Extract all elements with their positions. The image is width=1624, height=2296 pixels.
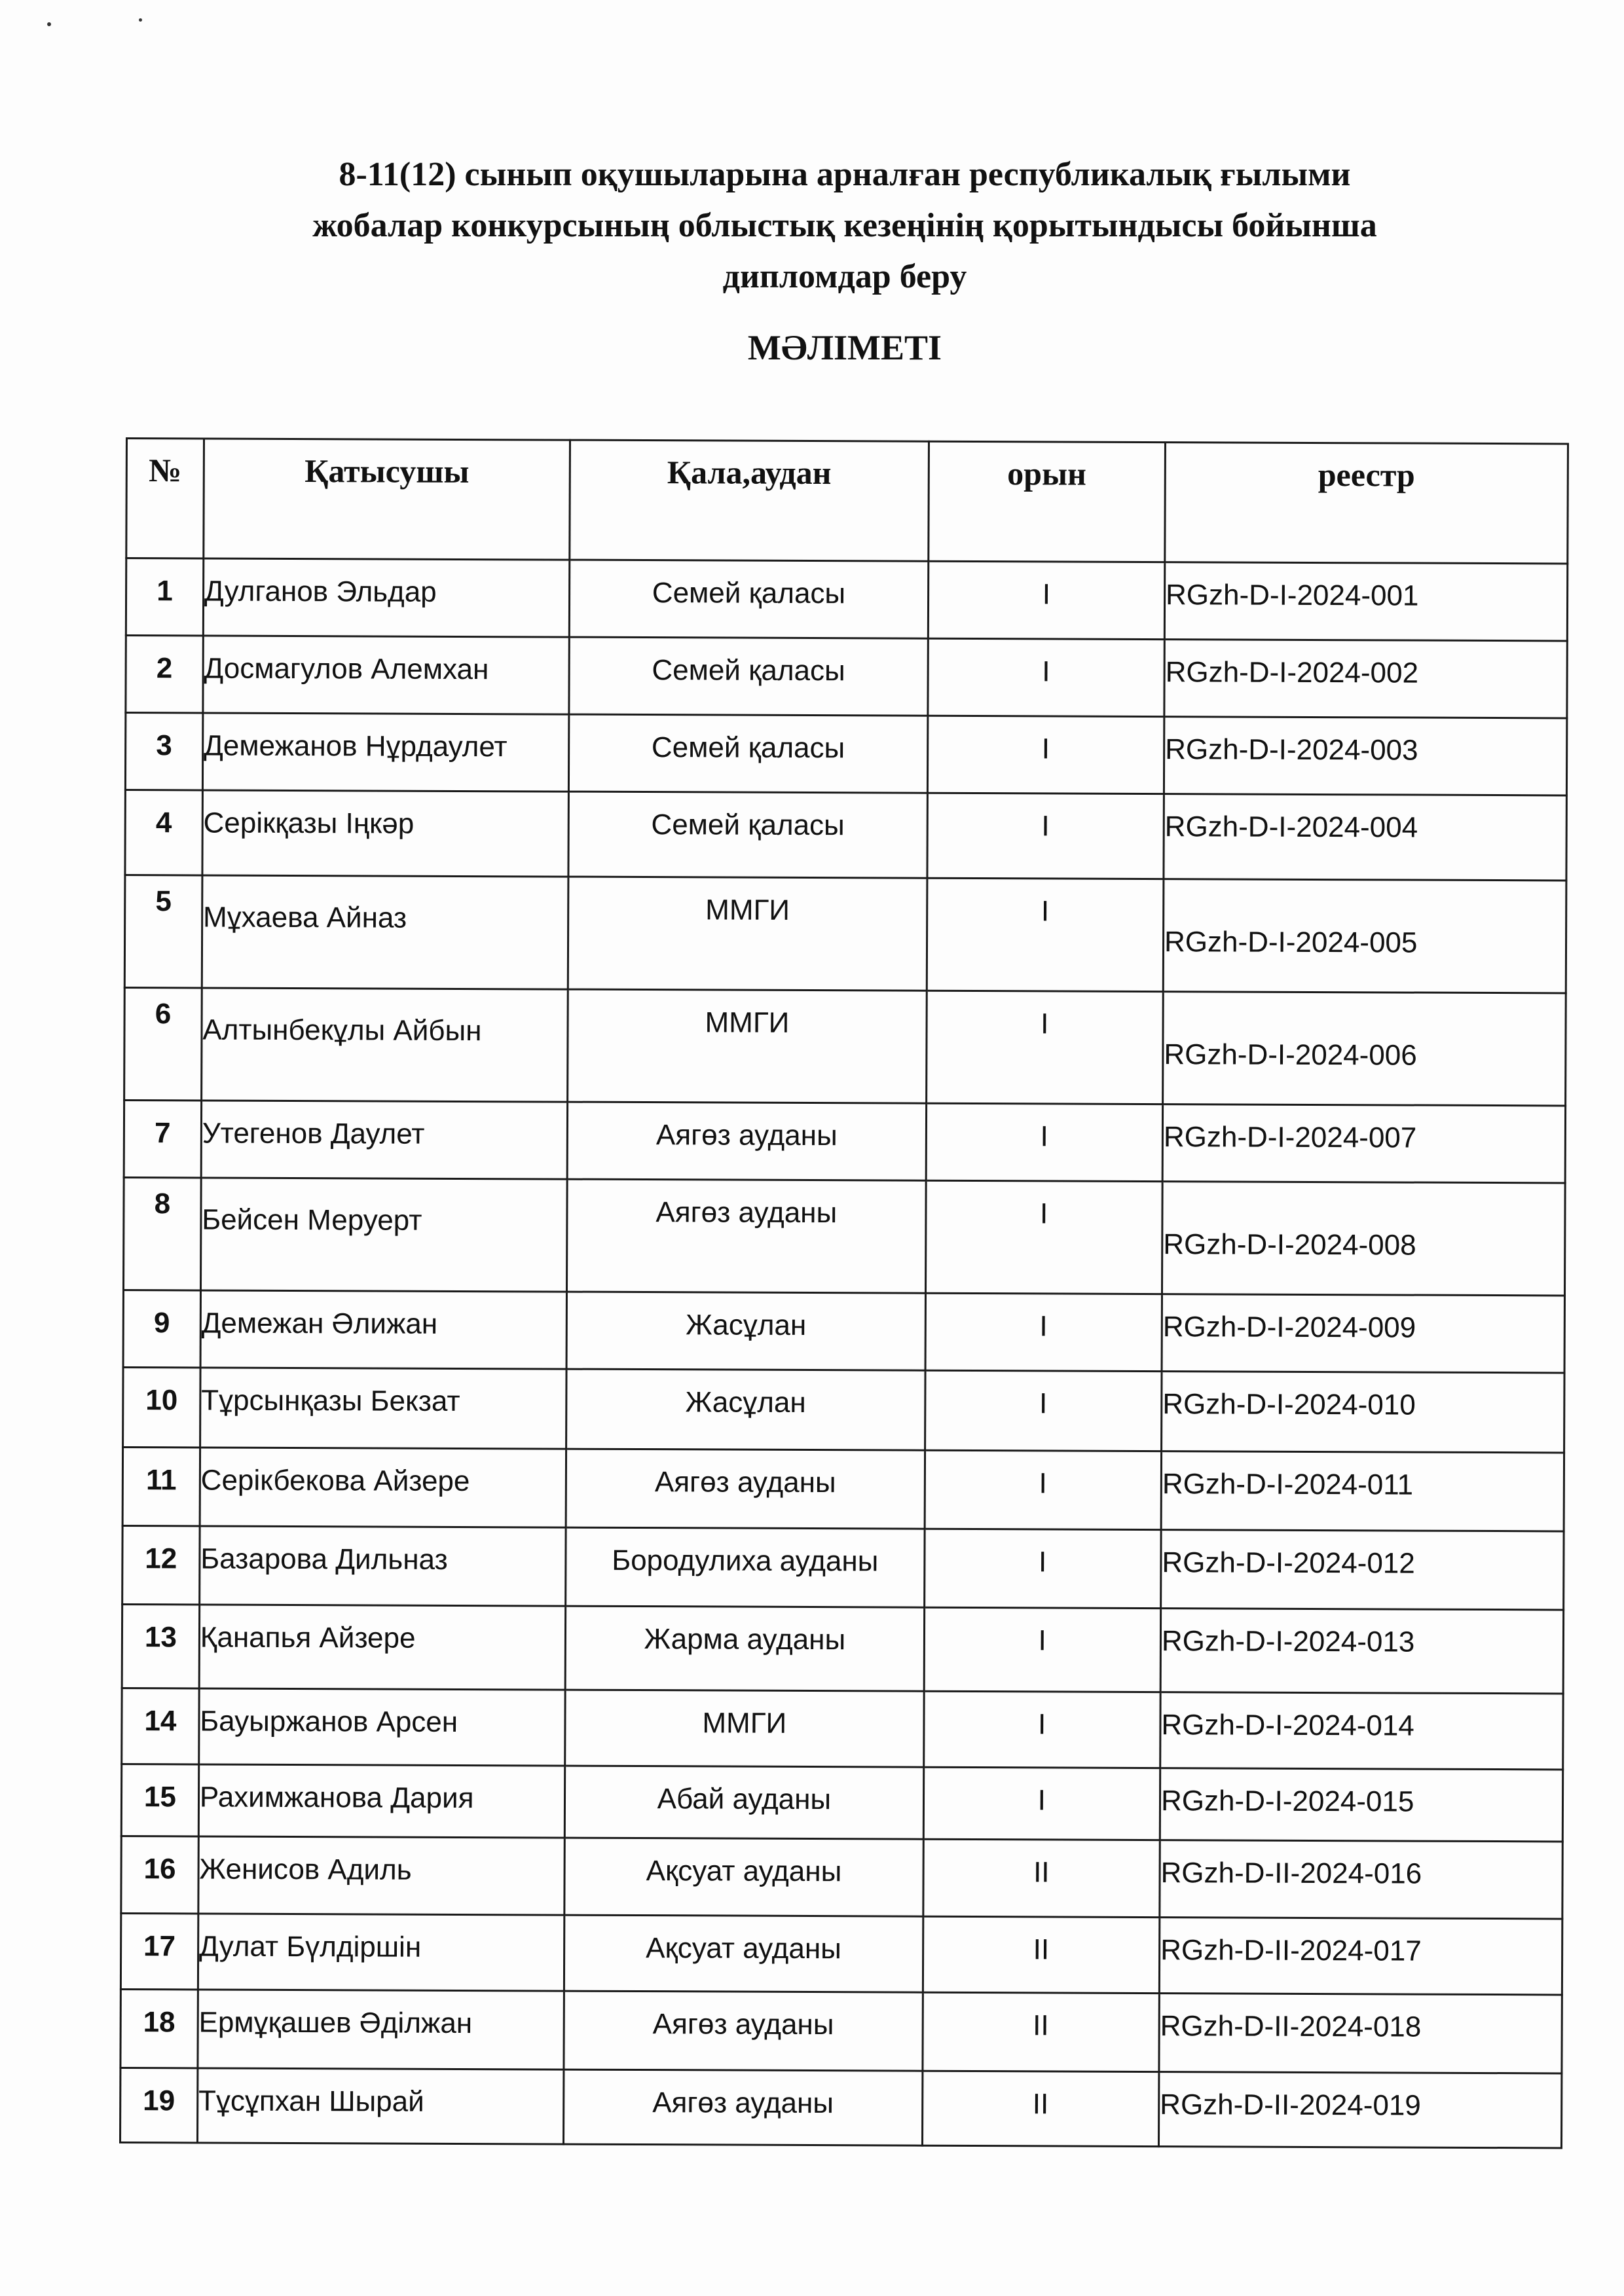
place: I — [925, 1370, 1162, 1451]
participant-name: Демежанов Нұрдаулет — [202, 713, 569, 792]
city-district: Аягөз ауданы — [567, 1102, 926, 1180]
city-district: Семей қаласы — [569, 637, 928, 716]
scan-speck — [47, 22, 51, 26]
city-district: Абай ауданы — [565, 1766, 924, 1839]
participant-name: Ермұқашев Әділжан — [198, 1990, 564, 2069]
city-district: Аягөз ауданы — [564, 1991, 923, 2071]
city-district: Жасұлан — [566, 1292, 925, 1370]
registry-code: RGzh-D-I-2024-001 — [1164, 562, 1567, 641]
participant-name: Досмагулов Алемхан — [203, 636, 570, 714]
row-number: 9 — [123, 1290, 200, 1367]
title-line-1: 8-11(12) сынып оқушыларына арналған республикалық ғылыми — [339, 156, 1351, 193]
row-number: 14 — [122, 1688, 199, 1764]
registry-code: RGzh-D-I-2024-008 — [1162, 1182, 1565, 1296]
city-district: Аягөз ауданы — [564, 2069, 923, 2145]
document-title — [196, 149, 1493, 302]
row-number: 5 — [124, 875, 202, 988]
place: II — [922, 1992, 1159, 2071]
city-district: Бородулиха ауданы — [566, 1527, 925, 1607]
table-row — [124, 1100, 1565, 1182]
participant-name: Алтынбекұлы Айбын — [201, 988, 568, 1102]
place: I — [926, 991, 1163, 1104]
row-number: 6 — [124, 987, 202, 1100]
registry-code: RGzh-D-I-2024-005 — [1163, 879, 1566, 993]
participant-name: Қанапья Айзере — [199, 1605, 566, 1690]
row-number: 2 — [126, 636, 203, 713]
table-row — [122, 1604, 1563, 1693]
participant-name: Дулат Бүлдіршін — [198, 1914, 564, 1991]
title-line-3: дипломдар беру — [722, 258, 967, 295]
city-district: Семей қаласы — [569, 714, 928, 793]
participant-name: Утегенов Даулет — [201, 1101, 568, 1179]
registry-code: RGzh-D-II-2024-016 — [1160, 1840, 1562, 1919]
participant-name: Бейсен Меруерт — [200, 1178, 567, 1292]
row-number: 16 — [121, 1836, 198, 1913]
row-number: 15 — [121, 1764, 198, 1836]
table-row — [124, 875, 1566, 993]
row-number: 7 — [124, 1100, 201, 1177]
registry-code: RGzh-D-I-2024-010 — [1162, 1372, 1564, 1453]
header-participant: Қатысушы — [204, 439, 570, 560]
registry-code: RGzh-D-II-2024-017 — [1159, 1918, 1562, 1995]
participant-name: Серікбекова Айзере — [200, 1448, 566, 1527]
table-header-row — [126, 439, 1568, 564]
scan-speck — [139, 18, 142, 22]
registry-code: RGzh-D-I-2024-014 — [1160, 1692, 1563, 1770]
participant-name: Рахимжанова Дария — [198, 1764, 565, 1838]
place: I — [925, 1450, 1162, 1529]
participant-name: Тұсұпхан Шырай — [197, 2068, 564, 2144]
place: I — [926, 1103, 1163, 1181]
header-registry: реестр — [1165, 443, 1568, 564]
place: I — [927, 638, 1164, 716]
title-line-2: жобалар конкурсының облыстық кезеңінің қорытындысы бойынша — [312, 207, 1377, 244]
table-row — [124, 987, 1566, 1105]
row-number: 19 — [120, 2068, 197, 2142]
row-number: 10 — [123, 1367, 200, 1447]
row-number: 12 — [122, 1525, 200, 1604]
place: I — [927, 878, 1164, 991]
registry-code: RGzh-D-I-2024-006 — [1163, 992, 1566, 1106]
registry-code: RGzh-D-I-2024-009 — [1162, 1294, 1564, 1373]
registry-code: RGzh-D-I-2024-015 — [1160, 1768, 1562, 1842]
table-row — [126, 558, 1567, 641]
registry-code: RGzh-D-I-2024-002 — [1164, 640, 1567, 718]
registry-code: RGzh-D-I-2024-007 — [1162, 1104, 1565, 1183]
row-number: 11 — [122, 1447, 200, 1525]
participant-name: Серікқазы Іңкәр — [202, 790, 569, 877]
city-district: ММГИ — [568, 877, 927, 991]
registry-code: RGzh-D-II-2024-018 — [1159, 1994, 1562, 2073]
table-row — [123, 1290, 1564, 1372]
header-number: № — [126, 439, 204, 558]
place: II — [922, 2071, 1159, 2146]
city-district: Аягөз ауданы — [566, 1449, 925, 1529]
table-row — [122, 1525, 1564, 1609]
city-district: Семей қаласы — [570, 560, 929, 638]
city-district: Ақсуат ауданы — [564, 1915, 923, 1992]
header-city: Қала,аудан — [570, 440, 929, 561]
place: II — [923, 1916, 1160, 1993]
city-district: Жасұлан — [566, 1369, 925, 1450]
place: I — [927, 793, 1164, 879]
registry-code: RGzh-D-I-2024-011 — [1161, 1451, 1564, 1531]
table-row — [125, 790, 1566, 881]
place: I — [923, 1767, 1160, 1840]
city-district: ММГИ — [568, 989, 927, 1103]
city-district: ММГИ — [565, 1690, 924, 1767]
registry-code: RGzh-D-I-2024-013 — [1160, 1609, 1563, 1694]
city-district: Ақсуат ауданы — [564, 1838, 923, 1916]
place: I — [924, 1607, 1161, 1692]
city-district: Семей қаласы — [568, 792, 927, 878]
row-number: 4 — [125, 790, 202, 875]
place: I — [928, 561, 1165, 639]
city-district: Аягөз ауданы — [567, 1179, 926, 1293]
table-row — [126, 636, 1567, 718]
registry-code: RGzh-D-I-2024-003 — [1164, 717, 1566, 795]
place: I — [927, 716, 1164, 793]
participant-name: Мұхаева Айназ — [202, 875, 568, 989]
row-number: 18 — [120, 1989, 198, 2068]
registry-code: RGzh-D-II-2024-019 — [1158, 2072, 1561, 2148]
row-number: 17 — [120, 1913, 198, 1989]
place: I — [923, 1691, 1160, 1768]
row-number: 1 — [126, 558, 203, 636]
participant-name: Тұрсынқазы Бекзат — [200, 1368, 566, 1449]
place: I — [924, 1529, 1161, 1608]
place: I — [925, 1293, 1162, 1371]
city-district: Жарма ауданы — [565, 1606, 924, 1691]
place: I — [925, 1180, 1162, 1294]
table-row — [121, 1764, 1562, 1841]
document-heading: МӘЛІМЕТІ — [747, 328, 942, 367]
table-row — [120, 1989, 1562, 2073]
participant-name: Бауыржанов Арсен — [199, 1688, 566, 1766]
row-number: 3 — [125, 713, 202, 790]
table-row — [122, 1447, 1564, 1531]
row-number: 13 — [122, 1604, 199, 1688]
table-body — [120, 558, 1567, 2148]
table-row — [121, 1836, 1562, 1918]
table-row — [120, 1913, 1562, 1994]
diploma-registry-table — [119, 437, 1569, 2149]
table-row — [122, 1688, 1563, 1769]
participant-name: Демежан Әлижан — [200, 1290, 567, 1369]
place: II — [923, 1839, 1160, 1917]
row-number: 8 — [123, 1177, 201, 1290]
participant-name: Дулганов Эльдар — [203, 558, 570, 637]
table-row — [123, 1367, 1564, 1452]
registry-code: RGzh-D-I-2024-012 — [1161, 1530, 1564, 1610]
table-row — [125, 713, 1566, 795]
header-place: орын — [928, 441, 1165, 562]
registry-code: RGzh-D-I-2024-004 — [1164, 794, 1566, 881]
table-row — [120, 2068, 1561, 2147]
participant-name: Женисов Адиль — [198, 1836, 565, 1915]
table-row — [123, 1177, 1565, 1295]
participant-name: Базарова Дильназ — [199, 1526, 566, 1606]
